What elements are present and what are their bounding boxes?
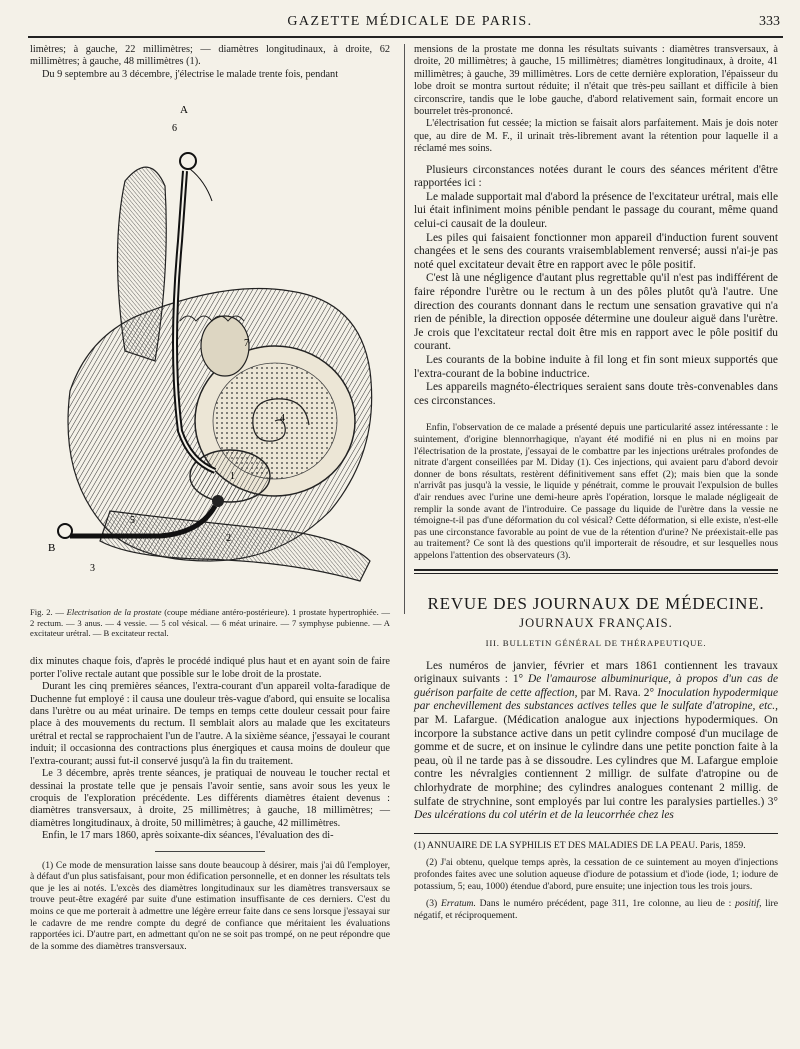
right-column (414, 44, 778, 921)
revue-italic-1: De l'amaurose albuminurique, à propos d'un cas de guérison parfaite de cette affection, (414, 673, 778, 699)
revue-text-2: par M. Rava. 2° (577, 686, 658, 699)
page-header (40, 12, 780, 34)
erratum-prefix: (3) (426, 898, 441, 910)
fig-label-2: 2 (226, 533, 231, 545)
fig-label-5: 5 (130, 515, 135, 527)
fig-label-3: 3 (90, 563, 95, 575)
fig-label-A: A (180, 104, 188, 117)
left-paragraph-2: Durant les cinq premières séances, l'extra-courant d'un appareil volta-faradique de Duchenne fut employé : il causa une douleur très-vague d'abord, qui ensuite se localisa dans l'urètre ou au méat urinaire. De temps en temps cette douleur cessait pour faire place à des mouvements du rectum. Il semblait alors au malade que les excitateurs urétral et rectal se rapprochaient l'un de l'autre. A la sixième séance, j'essayai le courant induit; il occasionna des contractions plus énergiques et causa moins de douleur que l'extra-courant; aussi fut-il conservé jusqu'à la fin du traitement. (30, 681, 390, 767)
erratum-label: Erratum. (440, 898, 476, 910)
right-footnote-2: (2) J'ai obtenu, quelque temps après, la cessation de ce suintement au moyen d'injections profondes faites avec une solution aqueuse d'iodure de potassium et d'iode (iode, 1; iodure de potassium, 5; eau, 1000) étendue d'abord, pure ensuite; une injection tous les trois jours. (414, 857, 778, 892)
section-subtitle: JOURNAUX FRANÇAIS. (519, 615, 673, 630)
header-rule (28, 36, 783, 38)
revue-italic-2: Inoculation hypodermique par enchevillement des substances actives telles que le sulfate d'atropine, etc., (414, 686, 779, 713)
right-big-paragraph-5: Les courants de la bobine induite à fil long et fin sont mieux supportés que l'extra-courant de la bobine inductrice. (414, 353, 778, 380)
fig-label-7: 7 (244, 338, 249, 350)
left-top-text-2: Du 9 septembre au 3 décembre, j'électrise le malade trente fois, pendant (42, 68, 339, 80)
figure-prostate-electrisation (30, 91, 390, 603)
figure-caption (30, 607, 390, 638)
revue-italic-3: Des ulcérations du col utérin et de la leucorrhée chez les (414, 809, 674, 822)
erratum-text: Dans le numéro précédent, page 311, 1re colonne, au lieu de : (475, 898, 736, 910)
left-paragraph-4: Enfin, le 17 mars 1860, après soixante-dix séances, l'évaluation des di- (42, 830, 334, 842)
caption-title: Electrisation de la prostate (66, 607, 162, 618)
left-column (30, 44, 390, 952)
fig-label-4: 4 (280, 413, 285, 425)
section-title: REVUE DES JOURNAUX DE MÉDECINE. (427, 594, 765, 614)
section-rule-top (414, 569, 778, 571)
right-footnote-1: (1) ANNUAIRE DE LA SYPHILIS ET DES MALADIES DE LA PEAU. Paris, 1859. (414, 839, 746, 851)
right-paragraph-2: L'électrisation fut cessée; la miction se faisait alors parfaitement. Mais je dois noter que, au dire de M. F., il urinait très-librement avant la rétention pour laquelle il a réclamé mes soins. (414, 118, 778, 155)
right-paragraph-1: mensions de la prostate me donna les résultats suivants : diamètres transversaux, à droite, 20 millimètres; à gauche, 15 millimètres; diamètres longitudinaux, à droite, 41 millimètres; à gauche, 39 millimètres. Lors de cette dernière exploration, l'épaisseur du lobe droit se montra surtout réduite; il n'était que très-peu saillant et difficile à bien circonscrire, tandis que le lobe gauche, d'abord relativement sain, formait encore un bourrelet très-prononcé. (414, 44, 778, 118)
footnote-separator (155, 851, 265, 852)
left-paragraph-3: Le 3 décembre, après trente séances, je pratiquai de nouveau le toucher rectal et dessinai la prostate telle que je pensais l'avoir sentie, sans avoir sous les yeux le croquis de l'exploration précédente. Les différents diamètres étaient devenus : diamètres transversaux, à droite, 25 millimètres; à gauche, 18 millimètres; — diamètres longitudinaux, à droite, 50 millimètres; à gauche, 42 millimètres. (30, 768, 390, 829)
left-paragraph-1: dix minutes chaque fois, d'après le procédé indiqué plus haut et en ayant soin de faire porter l'olive rectale autant que possible sur le lobe droit de la prostate. (30, 656, 390, 680)
revue-text-3: par M. Lafargue. (Médication analogue aux injections hypodermiques. On incorpore la substance active dans un petit cylindre composé d'un mucilage de gomme et de sucre, et on insinue le cylindre dans une petite ponction faite à la peau, où il ne tarde pas à se dissoudre. Les cylindres que M. Lafargue emploie contre les névralgies contiennent 2 milligr. de sulfate d'atropine ou de chlorhydrate de morphine; des cylindres analogues contenant 2 millig. de sulfate de strychnine, sont employés par lui contre les paralysies partielles.) 3° (414, 714, 778, 808)
right-big-paragraph-4: C'est là une négligence d'autant plus regrettable qu'il n'est pas indifférent de faire répondre l'urètre ou le rectum à un des pôles plutôt qu'à l'autre. Une direction des courants donnant dans le rectum une sensation gravative qui n'a rien de pénible, la direction opposée détermine une douleur aiguë dans l'urètre. Je crois que l'excitateur rectal doit être mis en rapport avec le pôle positif du courant. (414, 272, 778, 353)
left-footnote: (1) Ce mode de mensuration laisse sans doute beaucoup à désirer, mais j'ai dû l'employer, à défaut d'un plus satisfaisant, pour mon édification personnelle, et en donner les résultats tels que je les ai notés. L'excès des diamètres longitudinaux sur les diamètres transversaux se trouve peut-être exagéré par suite d'une estimation insuffisante de ces derniers. C'est du moins ce que me porterait à admettre une légère erreur faite dans ce sens lorsque j'essayai sur le cadavre de me rendre compte du degré de confiance que méritaient les évaluations rapportées ici. D'autre part, en admettant qu'on ne se soit pas trompé, on ne peut répondre que de la somme des diamètres transversaux. (30, 859, 390, 952)
fig-label-B: B (48, 542, 56, 555)
revue-text-1: Les numéros de janvier, février et mars 1861 contiennent les travaux originaux suivants : 1° (414, 659, 778, 686)
erratum-word: positif, (735, 898, 762, 910)
caption-text: (coupe médiane antéro-postérieure). 1 prostate hypertrophiée. — 2 rectum. — 3 anus. — 4 vessie. — 5 col vésical. — 6 méat urinaire. — 7 symphyse pubienne. — A excitateur urétral. — B excitateur rectal. (30, 607, 390, 639)
anatomical-engraving (30, 91, 390, 603)
caption-prefix: Fig. 2. — (30, 607, 64, 618)
erratum-text-2: lire négatif, et réciproquement. (414, 898, 779, 921)
section-rule-bottom (414, 573, 778, 574)
right-footnote-3 (414, 898, 778, 921)
left-top-text: limètres; à gauche, 22 millimètres; — diamètres longitudinaux, à droite, 62 millimètres; à gauche, 48 millimètres (1). (30, 44, 390, 68)
fig-label-6: 6 (172, 123, 177, 135)
section-subsubtitle: III. BULLETIN GÉNÉRAL DE THÉRAPEUTIQUE. (485, 638, 707, 649)
page-number: 333 (759, 14, 780, 29)
right-big-paragraph-2: Le malade supportait mal d'abord la présence de l'excitateur urétral, mais elle lui était infiniment moins pénible pendant le passage du courant, même quand celui-ci causait de la douleur. (414, 190, 778, 231)
revue-paragraph (414, 660, 778, 823)
running-title: GAZETTE MÉDICALE DE PARIS. (287, 14, 533, 29)
column-divider (404, 44, 405, 614)
right-big-paragraph-3: Les piles qui faisaient fonctionner mon appareil d'induction furent souvent changées et le sens des courants vraisemblablement renversé; aussi n'ai-je pas noté quel excitateur devait être en rapport avec le pôle positif. (414, 231, 778, 271)
footnote-rule (414, 833, 778, 834)
fig-label-1: 1 (230, 471, 235, 483)
right-paragraph-enfin: Enfin, l'observation de ce malade a présenté depuis une particularité assez intéressante : le suintement, d'origine blennorrhagique, n'ayant été modifié ni en plus ni en moins par l'électrisation de la prostate, j'essayai de le combattre par les injections urétrales profondes de nitrate d'argent conseillées par M. Diday (1). Ces injections, qui avaient paru d'abord devoir donner de bons résultats, restèrent définitivement sans effet (2); mais bien que la sonde n'arrivât pas jusqu'à la vessie, le liquide y pénétrait, comme le prouvait l'expulsion de bulles d'air rendues avec l'urine une demi-heure après l'opération, lorsque le malade négligeait de remplir la sonde avant de l'introduire. Ce passage du liquide de l'urètre dans la vessie ne témoigne-t-il pas d'une déformation du col vésical? Cette déformation, si elle existe, n'est-elle pas une circonstance favorable au point de vue de la rétention d'urine? Ne préexistait-elle pas au traitement? Ce sont là des questions qu'il importerait de résoudre, et sur lesquelles nous appelons l'attention des observateurs (3). (414, 422, 778, 561)
right-big-paragraph-6: Les appareils magnéto-électriques seraient sans doute très-convenables dans ces circonstances. (414, 381, 778, 407)
right-big-paragraph-1: Plusieurs circonstances notées durant le cours des séances méritent d'être rapportées ici : (414, 163, 778, 190)
